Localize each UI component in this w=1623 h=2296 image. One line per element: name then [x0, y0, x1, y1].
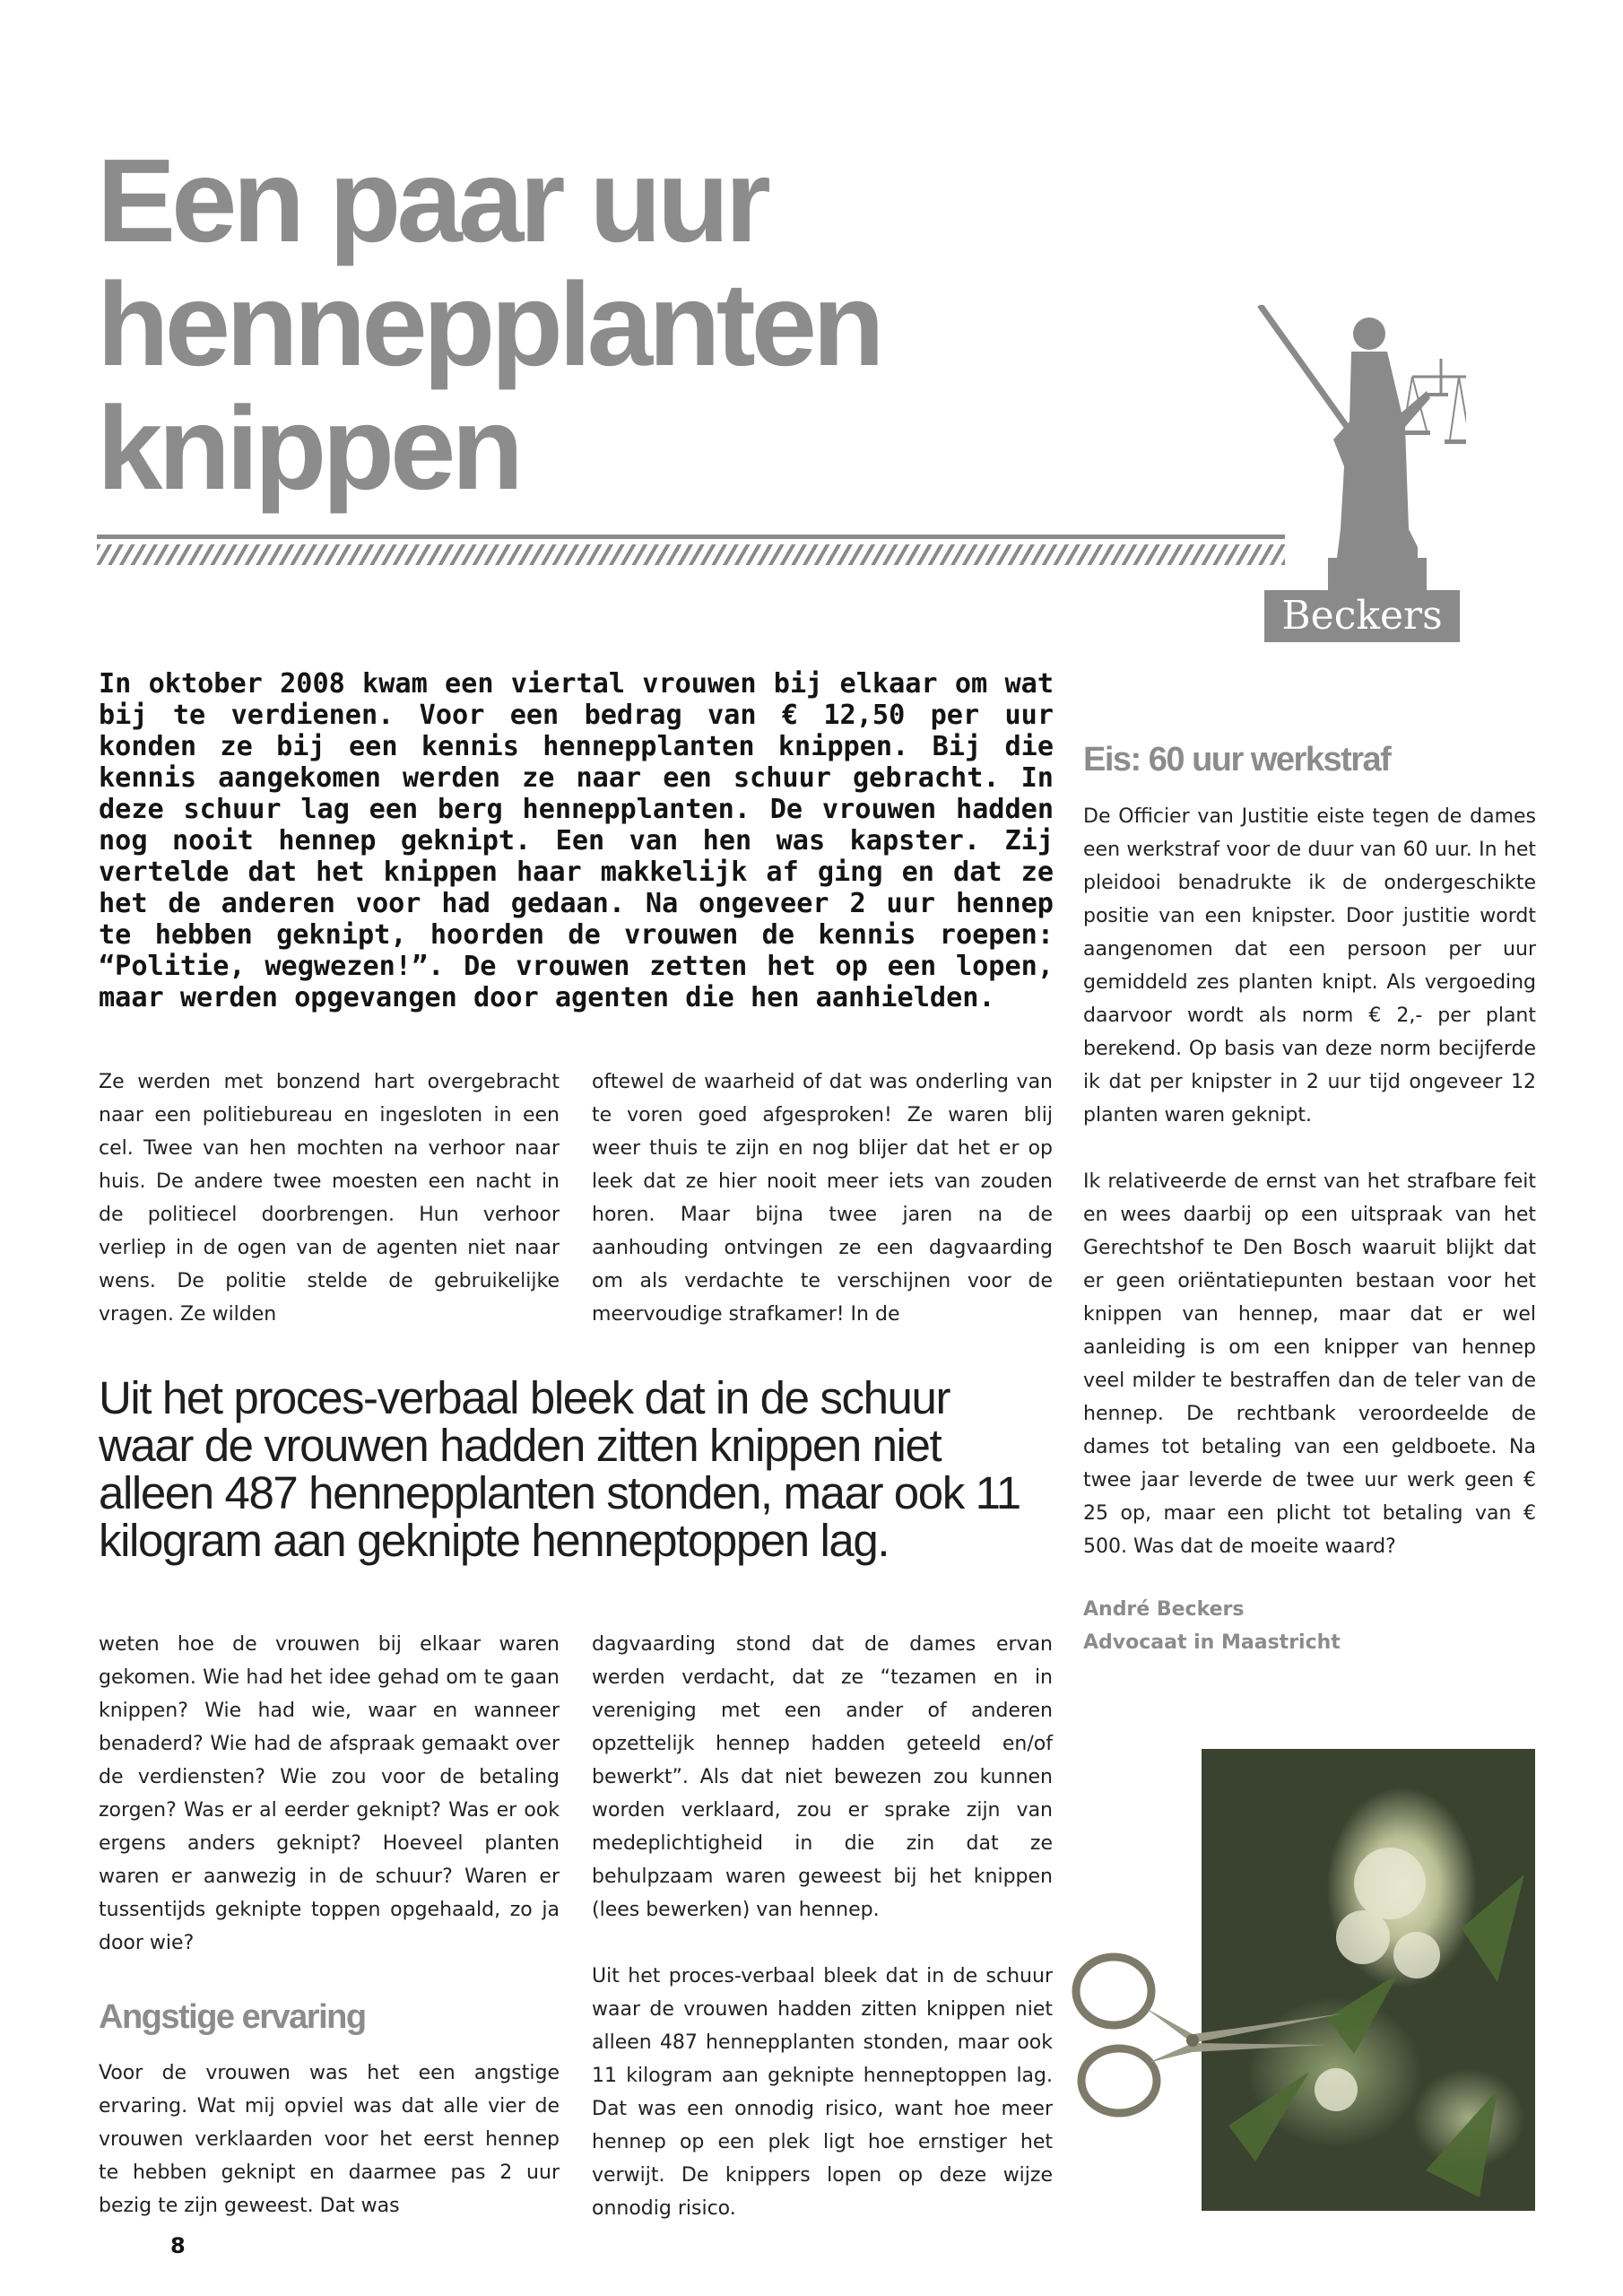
title-line-1: Een paar uur: [97, 135, 767, 266]
paragraph: De Officier van Justitie eiste tegen de dames een werkstraf voor de duur van 60 uur. In het pleidooi benadrukte ik de ondergeschikte positie van een knipster. Door justitie wordt aangenomen dat een persoon per uur gemiddeld zes planten knipt. Als vergoeding daarvoor wordt als norm € 2,- per plant berekend. Op basis van deze norm becijferde ik dat per knipster in 2 uur tijd ongeveer 12 planten waren geknipt.: [1083, 805, 1536, 1126]
author-name: André Beckers: [1083, 1598, 1245, 1621]
heading-angstige-ervaring: Angstige ervaring: [99, 1998, 366, 2036]
title-line-2: hennepplanten: [97, 258, 881, 390]
author-block: [1083, 1593, 1536, 1659]
page-number: 8: [170, 2233, 186, 2258]
column-2-bottom: [592, 1628, 1053, 2258]
heading-eis: Eis: 60 uur werkstraf: [1083, 741, 1391, 778]
page-title: [97, 135, 994, 514]
intro-paragraph: In oktober 2008 kwam een viertal vrouwen bij elkaar om wat bij te verdienen. Voor een bedrag van € 12,50 per uur konden ze bij een kennis hennepplanten knippen. Bij die kennis aangekomen werden ze naar een schuur gebracht. In deze schuur lag een berg hennepplanten. De vrouwen hadden nog nooit hennep geknipt. Een van hen was kapster. Zij vertelde dat het knippen haar makkelijk af ging en dat ze het de anderen voor had gedaan. Na ongeveer 2 uur hennep te hebben geknipt, hoorden de vrouwen de kennis roepen: “Politie, wegwezen!”. De vrouwen zetten het op een lopen, maar werden opgevangen door agenten die hen aanhielden.: [99, 668, 1054, 1013]
author-title: Advocaat in Maastricht: [1083, 1631, 1341, 1654]
paragraph: Voor de vrouwen was het een angstige ervaring. Wat mij opviel was dat alle vier de vrouwen verklaarden voor het eerst hennep te hebben geknipt en daarmee pas 2 uur bezig te zijn geweest. Dat was: [99, 2062, 560, 2217]
paragraph: Ik relativeerde de ernst van het strafbare feit en wees daarbij op een uitspraak van het Gerechtshof te Den Bosch waaruit blijkt dat er geen oriëntatiepunten bestaan voor het knippen van hennep, maar dat er wel aanleiding is om een knipper van hennep veel milder te bestraffen dan de teler van de hennep. De rechtbank veroordeelde de dames tot betaling van een geldboete. Na twee jaar leverde de twee uur werk geen € 25 op, maar een plicht tot betaling van € 500. Was dat de moeite waard?: [1083, 1170, 1536, 1558]
column-3: [1083, 800, 1536, 1596]
paragraph: oftewel de waarheid of dat was onderling van te voren goed afgesproken! Ze waren blij weer thuis te zijn en nog blijer dat het er op leek dat ze hier nooit meer iets van zouden horen. Maar bijna twee jaren na de aanhouding ontvingen ze een dagvaarding om als verdachte te verschijnen voor de meervoudige strafkamer! In de: [592, 1071, 1053, 1326]
title-line-3: knippen: [97, 382, 520, 514]
hatched-divider: [97, 535, 1285, 565]
column-1-top: [99, 1065, 560, 1364]
column-1-bottom: [99, 1628, 560, 1993]
column-2-top: [592, 1065, 1053, 1364]
paragraph: Uit het proces-verbaal bleek dat in de schuur waar de vrouwen hadden zitten knippen niet alleen 487 hennepplanten stonden, maar ook 11 kilogram aan geknipte henneptoppen lag. Dat was een onnodig risico, want hoe meer hennep op een plek ligt hoe ernstiger het verwijt. De knippers lopen op deze wijze onnodig risico.: [592, 1965, 1053, 2220]
paragraph: weten hoe de vrouwen bij elkaar waren gekomen. Wie had het idee gehad om te gaan knippen? Wie had wie, waar en wanneer benaderd? Wie had de afspraak gemaakt over de verdiensten? Wie zou voor de betaling zorgen? Was er al eerder geknipt? Was er ook ergens anders geknipt? Hoeveel planten waren er aanwezig in de schuur? Waren er tussentijds geknipte toppen opgehaald, zo ja door wie?: [99, 1633, 560, 1954]
paragraph: Ze werden met bonzend hart overgebracht naar een politiebureau en ingesloten in een cel. Twee van hen mochten na verhoor naar huis. De andere twee moesten een nacht in de politiecel doorbrengen. Hun verhoor verliep in de ogen van de agenten niet naar wens. De politie stelde de gebruikelijke vragen. Ze wilden: [99, 1071, 560, 1326]
paragraph: dagvaarding stond dat de dames ervan werden verdacht, dat ze “tezamen en in vereniging met een ander of anderen opzettelijk hennep hadden geteeld en/of bewerkt”. Als dat niet bewezen zou kunnen worden verklaard, zou er sprake zijn van medeplichtigheid in die zin dat ze behulpzaam waren geweest bij het knippen (lees bewerken) van hennep.: [592, 1633, 1053, 1921]
column-1-angstig: [99, 2057, 560, 2256]
scissors-icon: [1058, 1928, 1345, 2144]
pull-quote: Uit het proces-verbaal bleek dat in de schuur waar de vrouwen hadden zitten knippen niet alleen 487 hennepplanten stonden, maar ook 11 kilogram aan geknipte henneptoppen lag.: [99, 1372, 1020, 1566]
brand-label: Beckers: [1264, 590, 1460, 642]
